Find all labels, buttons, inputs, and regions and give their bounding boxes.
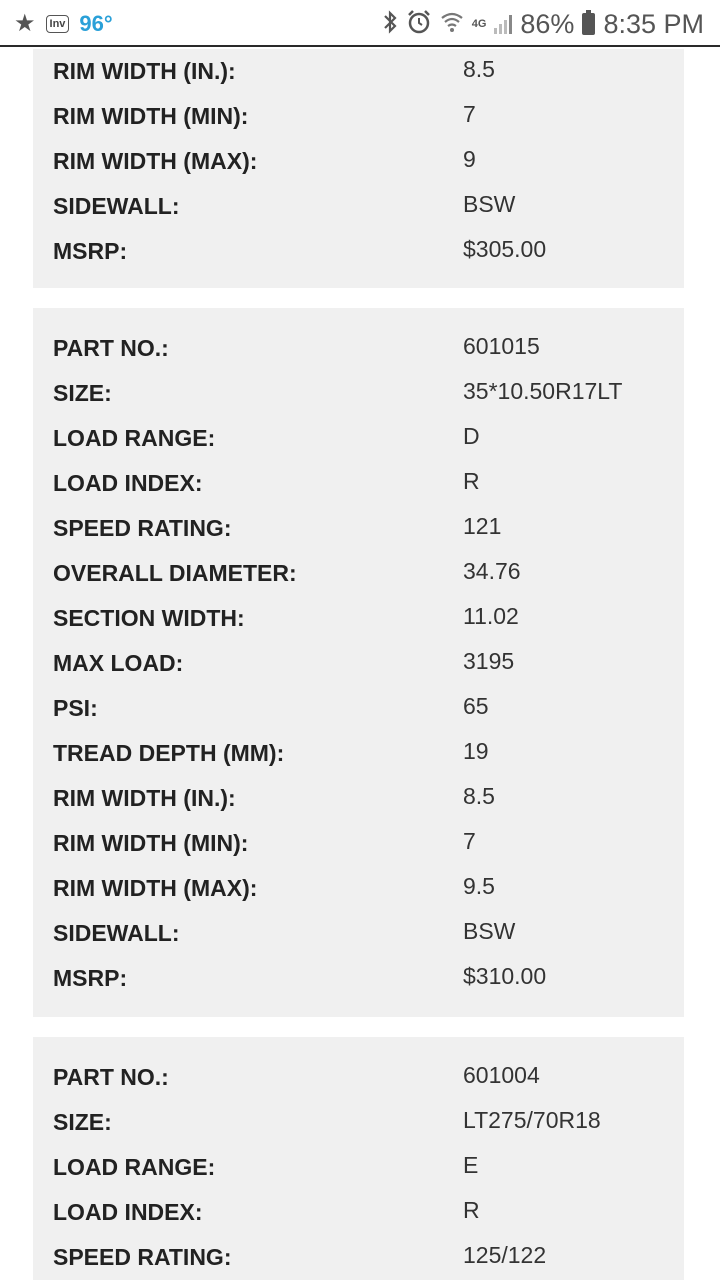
spec-row bbox=[33, 461, 684, 506]
spec-value: 125/122 bbox=[463, 1242, 547, 1268]
spec-row bbox=[33, 1235, 684, 1280]
spec-label: MSRP: bbox=[53, 238, 128, 264]
spec-row bbox=[33, 229, 684, 274]
spec-label: MSRP: bbox=[53, 965, 128, 991]
spec-row bbox=[33, 1145, 684, 1190]
spec-value: 601004 bbox=[463, 1062, 540, 1088]
spec-row bbox=[33, 596, 684, 641]
spec-row bbox=[33, 371, 684, 416]
spec-value: $305.00 bbox=[463, 236, 547, 262]
spec-row bbox=[33, 326, 684, 371]
spec-value: 35*10.50R17LT bbox=[463, 378, 623, 404]
spec-label: PSI: bbox=[53, 695, 98, 721]
star-icon: ★ bbox=[14, 10, 36, 37]
spec-row bbox=[33, 506, 684, 551]
spec-row bbox=[33, 1190, 684, 1235]
spec-label: RIM WIDTH (MIN): bbox=[53, 103, 249, 129]
spec-value: 9 bbox=[463, 146, 476, 172]
spec-value: 121 bbox=[463, 513, 502, 539]
clock: 8:35 PM bbox=[603, 8, 704, 39]
spec-value: 11.02 bbox=[463, 603, 519, 629]
spec-label: RIM WIDTH (IN.): bbox=[53, 785, 236, 811]
spec-label: RIM WIDTH (MAX): bbox=[53, 875, 258, 901]
signal-icon bbox=[494, 14, 512, 34]
spec-label: RIM WIDTH (MIN): bbox=[53, 830, 249, 856]
spec-label: SECTION WIDTH: bbox=[53, 605, 245, 631]
spec-value: 601015 bbox=[463, 333, 540, 359]
spec-label: LOAD INDEX: bbox=[53, 470, 203, 496]
spec-row bbox=[33, 911, 684, 956]
spec-value: 19 bbox=[463, 738, 489, 764]
spec-row bbox=[33, 776, 684, 821]
spec-value: 65 bbox=[463, 693, 489, 719]
spec-value: 8.5 bbox=[463, 783, 495, 809]
spec-label: RIM WIDTH (MAX): bbox=[53, 148, 258, 174]
spec-value: E bbox=[463, 1152, 479, 1178]
spec-label: LOAD RANGE: bbox=[53, 1154, 216, 1180]
spec-value: BSW bbox=[463, 191, 516, 217]
spec-row bbox=[33, 1055, 684, 1100]
network-type: 4G bbox=[471, 17, 487, 30]
spec-label: MAX LOAD: bbox=[53, 650, 184, 676]
battery-icon bbox=[582, 13, 595, 35]
spec-row bbox=[33, 866, 684, 911]
spec-row bbox=[33, 184, 684, 229]
spec-row bbox=[33, 416, 684, 461]
status-bar-right bbox=[382, 6, 704, 42]
spec-row bbox=[33, 731, 684, 776]
status-bar bbox=[0, 0, 720, 47]
alarm-icon bbox=[406, 9, 432, 39]
battery-percent: 86% bbox=[520, 8, 575, 39]
status-bar-left bbox=[14, 8, 113, 40]
spec-label: SIDEWALL: bbox=[53, 920, 180, 946]
spec-row bbox=[33, 956, 684, 1001]
spec-row bbox=[33, 139, 684, 184]
spec-label: SPEED RATING: bbox=[53, 1244, 232, 1270]
wifi-icon bbox=[440, 11, 464, 37]
temperature: 96° bbox=[79, 11, 113, 36]
spec-label: RIM WIDTH (IN.): bbox=[53, 58, 236, 84]
spec-value: BSW bbox=[463, 918, 516, 944]
spec-value: R bbox=[463, 468, 480, 494]
app-badge-icon: Inv bbox=[46, 15, 70, 33]
spec-value: 8.5 bbox=[463, 56, 495, 82]
spec-label: SPEED RATING: bbox=[53, 515, 232, 541]
spec-row bbox=[33, 94, 684, 139]
spec-label: LOAD RANGE: bbox=[53, 425, 216, 451]
spec-label: PART NO.: bbox=[53, 335, 169, 361]
tire-spec-card bbox=[33, 49, 684, 288]
spec-value: 34.76 bbox=[463, 558, 521, 584]
bluetooth-icon bbox=[382, 10, 398, 38]
spec-value: 3195 bbox=[463, 648, 515, 674]
spec-value: LT275/70R18 bbox=[463, 1107, 601, 1133]
spec-value: 9.5 bbox=[463, 873, 495, 899]
spec-label: SIDEWALL: bbox=[53, 193, 180, 219]
spec-value: $310.00 bbox=[463, 963, 547, 989]
spec-value: 7 bbox=[463, 828, 476, 854]
spec-value: R bbox=[463, 1197, 480, 1223]
spec-label: OVERALL DIAMETER: bbox=[53, 560, 297, 586]
tire-spec-card bbox=[33, 308, 684, 1017]
spec-row bbox=[33, 686, 684, 731]
spec-value: D bbox=[463, 423, 480, 449]
tire-spec-card bbox=[33, 1037, 684, 1280]
spec-row bbox=[33, 1100, 684, 1145]
spec-row bbox=[33, 551, 684, 596]
spec-label: PART NO.: bbox=[53, 1064, 169, 1090]
spec-row bbox=[33, 49, 684, 94]
spec-value: 7 bbox=[463, 101, 476, 127]
spec-label: LOAD INDEX: bbox=[53, 1199, 203, 1225]
spec-label: TREAD DEPTH (MM): bbox=[53, 740, 285, 766]
spec-label: SIZE: bbox=[53, 380, 112, 406]
spec-row bbox=[33, 821, 684, 866]
spec-row bbox=[33, 641, 684, 686]
spec-label: SIZE: bbox=[53, 1109, 112, 1135]
